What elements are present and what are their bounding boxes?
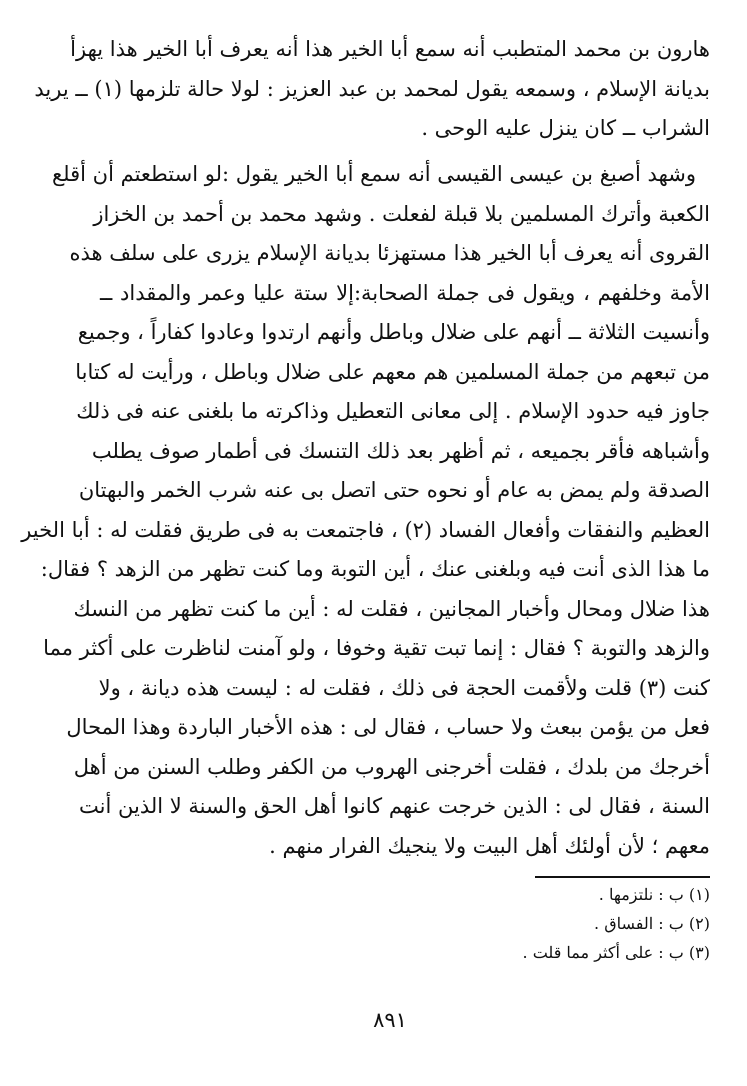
paragraph-line: والزهد والتوبة ؟ فقال : إنما تبت تقية وخوفا ، ولو آمنت لناظرت على أكثر مما bbox=[43, 636, 710, 660]
paragraph-1 bbox=[34, 30, 710, 149]
paragraph-line: وشهد أصبغ بن عيسى القيسى أنه سمع أبا الخير يقول :لو استطعتم أن أقلع bbox=[52, 162, 696, 186]
paragraph-line: الأمة وخلفهم ، ويقول فى جملة الصحابة:إلا ستة عليا وعمر والمقداد ــ bbox=[100, 280, 710, 305]
paragraph-line: هذا ضلال ومحال وأخبار المجانين ، فقلت له : أين ما كنت تظهر من النسك bbox=[73, 596, 710, 621]
paragraph-2 bbox=[21, 155, 710, 866]
paragraph-line: فعل من يؤمن ببعث ولا حساب ، فقال لى : هذه الأخبار الباردة وهذا المحال bbox=[66, 715, 710, 739]
paragraph-line: هارون بن محمد المتطبب أنه سمع أبا الخير هذا أنه يعرف أبا الخير هذا يهزأ bbox=[70, 37, 710, 61]
footnote-3: (٣) ب : على أكثر مما قلت . bbox=[522, 943, 710, 962]
footnotes bbox=[300, 880, 710, 967]
paragraph-line: كنت (٣) قلت ولأقمت الحجة فى ذلك ، فقلت له : ليست هذه ديانة ، ولا bbox=[98, 675, 710, 700]
page-number: ٨٩١ bbox=[373, 1008, 407, 1032]
paragraph-line: السنة ، فقال لى : الذين خرجت عنهم كانوا أهل الحق والسنة لا الذين أنت bbox=[79, 794, 710, 818]
paragraph-line: ما هذا الذى أنت فيه وبلغنى عنك ، أين التوبة وما كنت تظهر من الزهد ؟ فقال: bbox=[40, 557, 710, 581]
paragraph-line: من تبعهم من جملة المسلمين هم معهم على ضلال وباطل ، ورأيت له كتابا bbox=[75, 359, 710, 384]
paragraph-line: الكعبة وأترك المسلمين بلا قبلة لفعلت . وشهد محمد بن أحمد بن الخزاز bbox=[93, 201, 710, 226]
paragraph-line: العظيم والنفقات وأفعال الفساد (٢) ، فاجتمعت به فى طريق فقلت له : أبا الخير bbox=[21, 517, 710, 542]
paragraph-line: القروى أنه يعرف أبا الخير هذا مستهزئا بديانة الإسلام يزرى على سلف هذه bbox=[69, 241, 710, 265]
paragraph-line: بديانة الإسلام ، وسمعه يقول لمحمد بن عبد العزيز : لولا حالة تلزمها (١) ــ يريد bbox=[34, 76, 710, 101]
paragraph-line: أخرجك من بلدك ، فقلت أخرجنى الهروب من الكفر وطلب السنن من أهل bbox=[73, 754, 710, 779]
paragraph-line: معهم ؛ لأن أولئك أهل البيت ولا ينجيك الفرار منهم . bbox=[269, 833, 710, 858]
paragraph-line: جاوز فيه حدود الإسلام . إلى معانى التعطيل وذاكرته ما بلغنى عنه فى ذلك bbox=[76, 399, 710, 423]
footnote-2: (٢) ب : الفساق . bbox=[594, 914, 710, 933]
paragraph-line: الشراب ــ كان ينزل عليه الوحى . bbox=[421, 116, 710, 140]
footnote-divider bbox=[535, 876, 710, 878]
paragraph-line: وأشباهه فأقر بجميعه ، ثم أظهر بعد ذلك التنسك فى أطمار صوف يطلب bbox=[91, 438, 710, 463]
paragraph-line: الصدقة ولم يمض به عام أو نحوه حتى اتصل بى عنه شرب الخمر والبهتان bbox=[78, 478, 710, 502]
footnote-1: (١) ب : نلتزمها . bbox=[598, 885, 710, 904]
paragraph-line: وأنسيت الثلاثة ــ أنهم على ضلال وباطل وأنهم ارتدوا وعادوا كفاراً ، وجميع bbox=[77, 320, 710, 344]
